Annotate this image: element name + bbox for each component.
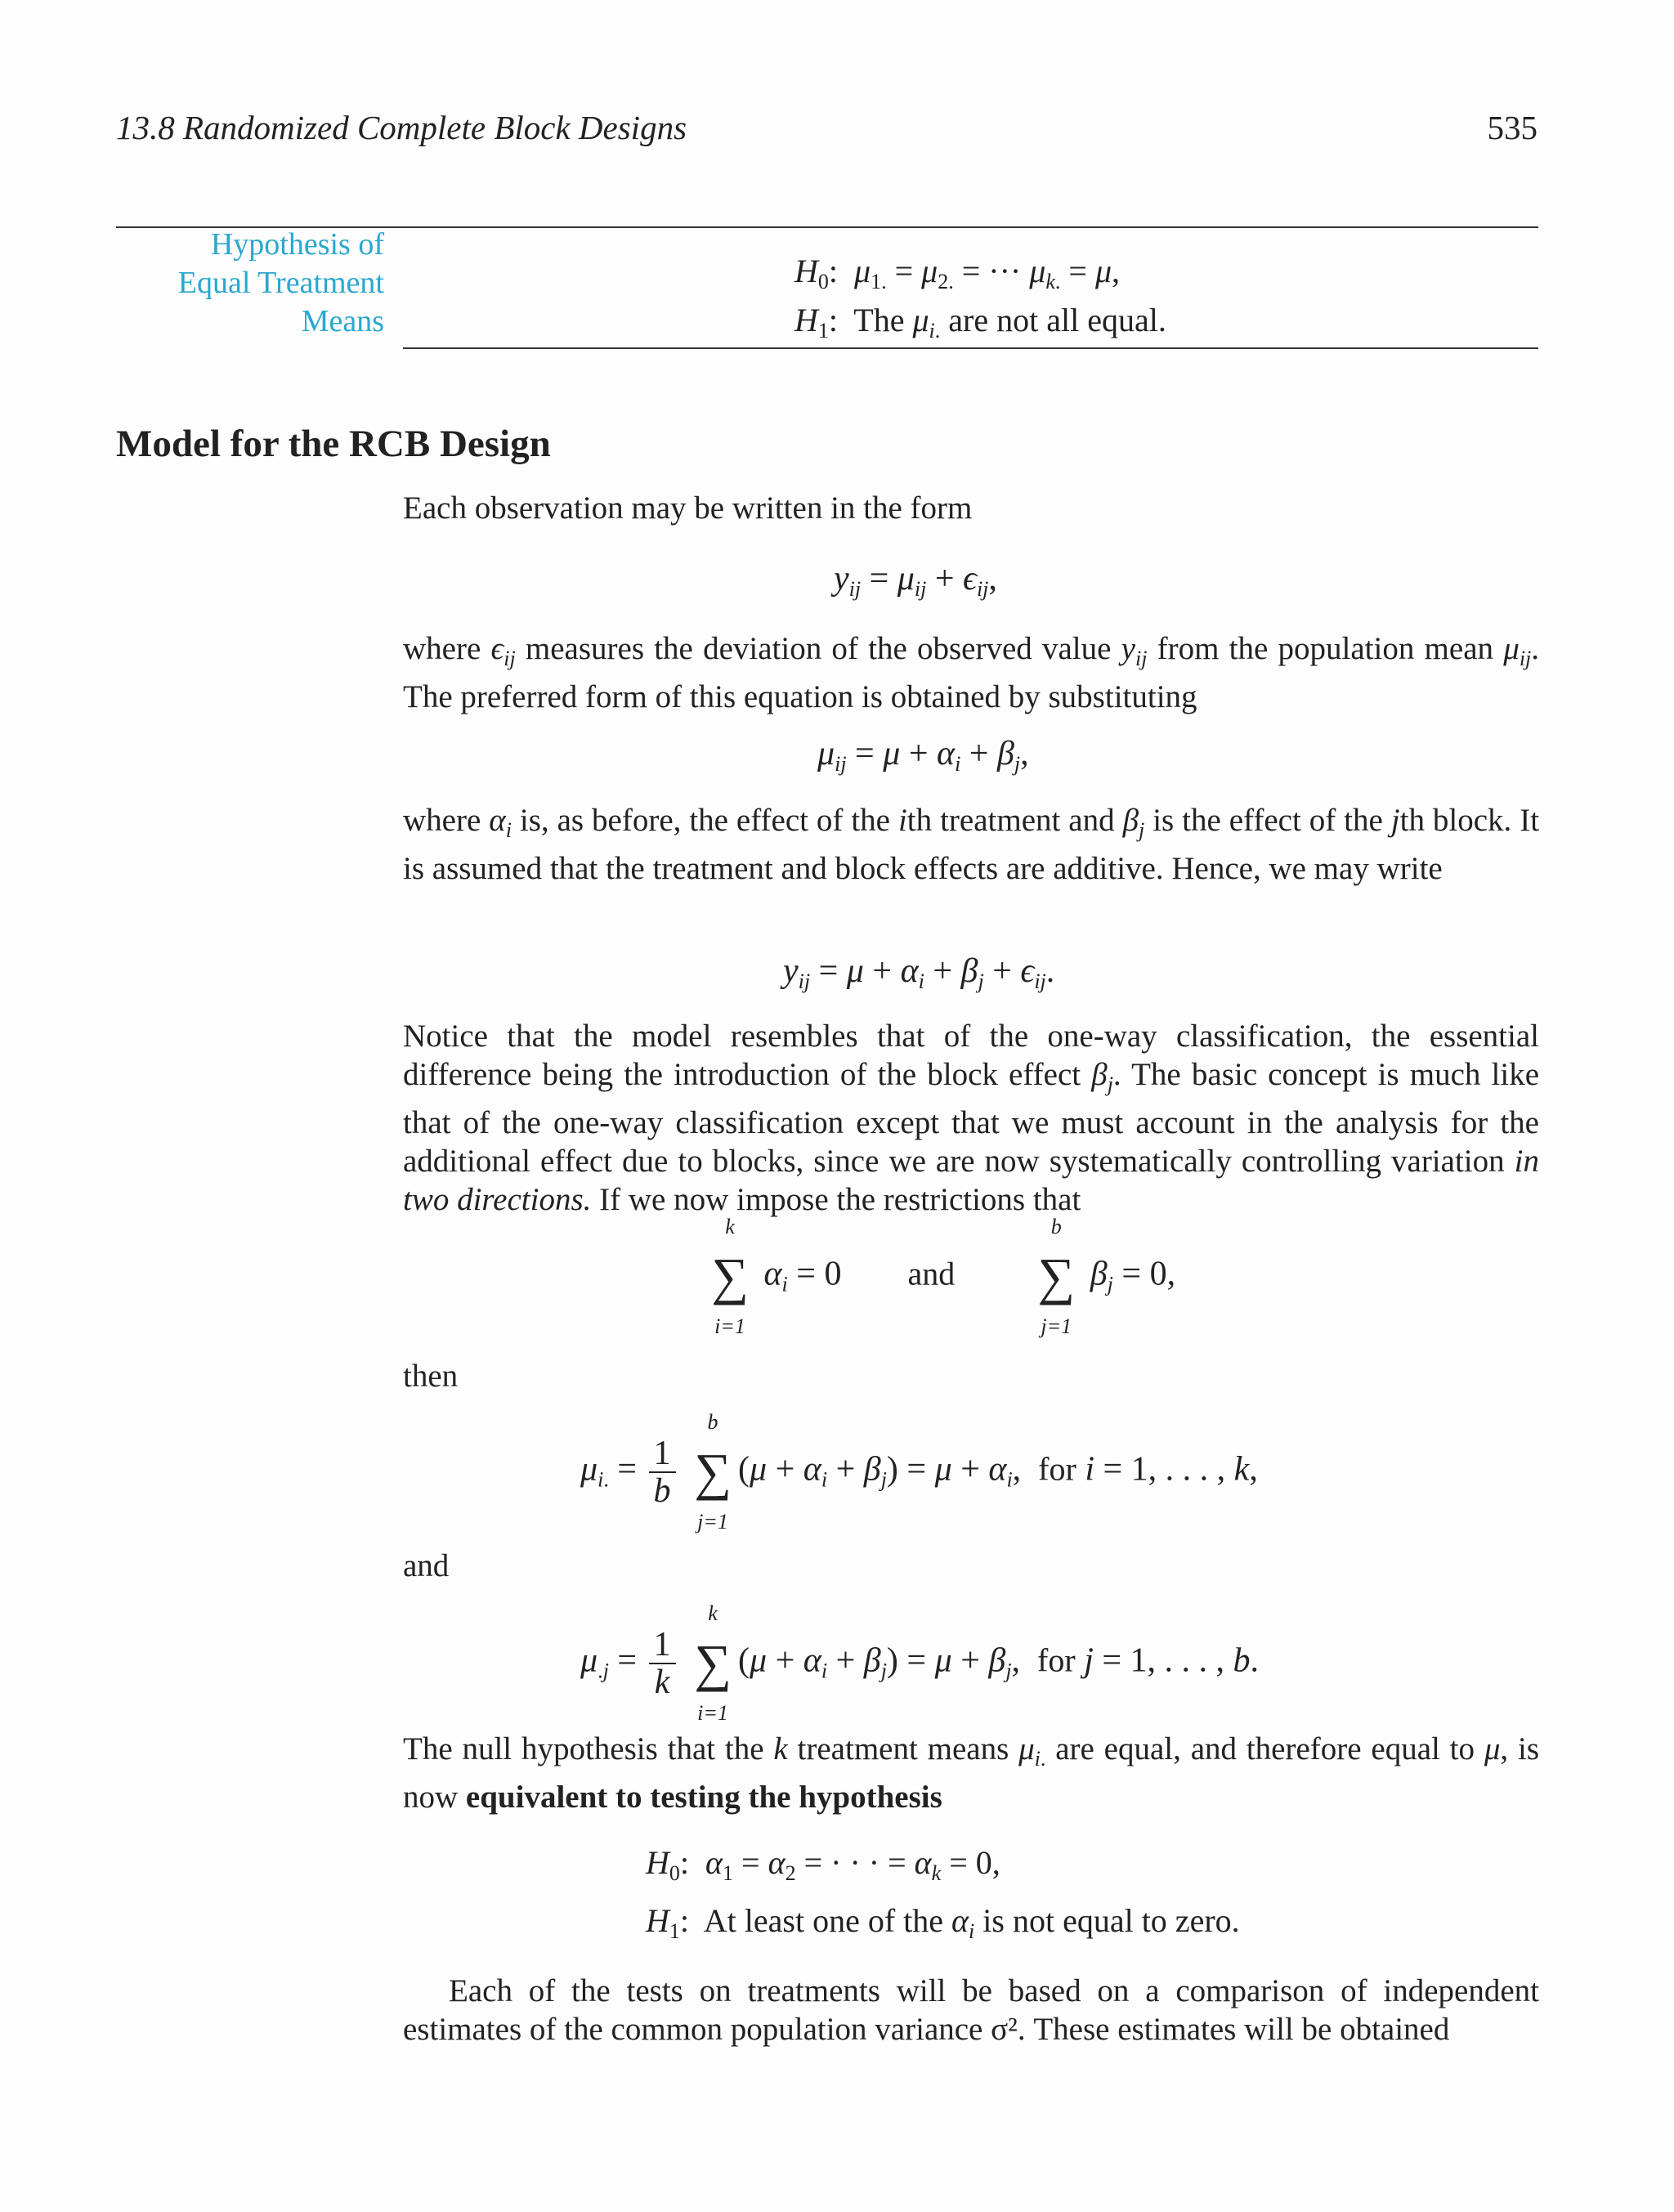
- margin-note-line: Equal Treatment: [177, 266, 384, 300]
- equation-model: $y_{ij} = \mu_{ij} + \epsilon_{ij}$,: [834, 560, 997, 601]
- null-hypothesis-alpha: $H_0$: $\alpha_1 = \alpha_2$ = · · · = $\alpha_k = 0$,: [646, 1844, 1000, 1885]
- equation-mean: $\mu_{ij} = \mu + \alpha_i + \beta_j$,: [817, 735, 1029, 776]
- section-title: Model for the RCB Design: [116, 423, 551, 465]
- equation-column-mean: $\mu_{.j}$ = $\frac{1}{k}$ k ∑ i=1 $(\mu + \alpha_i + \beta_j) = \mu + \beta_j$, for j = 1, . . . , b.: [580, 1601, 1260, 1725]
- alternative-hypothesis-alpha: $H_1$: At least one of the $\alpha_i$ is not equal to zero.: [646, 1902, 1240, 1943]
- page-number: 535: [1487, 109, 1537, 146]
- paragraph: Notice that the model resembles that of the one-way classification, the essential difference being the introduction of the block effect $\beta_j$. The basic concept is much like that of the one-way classification except that we must account in the analysis for the additional effect due to blocks, since we are now systematically controlling variation in two directions. If we now impose the restrictions that: [403, 1019, 1540, 1217]
- equation-restrictions: k ∑ i=1 $\alpha_i = 0$ and b ∑ j=1 $\beta_j = 0$,: [711, 1215, 1176, 1338]
- paragraph: then: [403, 1359, 459, 1394]
- hypothesis-alpha: [646, 1839, 1240, 1955]
- margin-note-line: Hypothesis of: [210, 227, 384, 262]
- alternative-hypothesis: $H_1$: The $\mu_{i.}$ are not all equal.: [794, 302, 1166, 343]
- equation-additive-model: $y_{ij} = \mu + \alpha_i + \beta_j + \epsilon_{ij}$.: [783, 952, 1055, 993]
- paragraph: where $\alpha_i$ is, as before, the effect of the ith treatment and $\beta_j$ is the effect of the jth block. It is assumed that the treatment and block effects are additive. Hence, we may write: [403, 803, 1540, 886]
- paragraph: and: [403, 1548, 450, 1583]
- box-bottom-rule: [403, 347, 1538, 349]
- paragraph: The null hypothesis that the k treatment means $\mu_{i.}$ are equal, and therefore equal to μ, is now equivalent to testing the hypothesis: [403, 1731, 1540, 1815]
- running-title: 13.8 Randomized Complete Block Designs: [116, 109, 687, 146]
- paragraph: where $\epsilon_{ij}$ measures the deviation of the observed value $y_{ij}$ from the population mean $\mu_{ij}$. The preferred form of this equation is obtained by substituting: [403, 631, 1540, 714]
- paragraph: Each observation may be written in the form: [403, 490, 973, 526]
- hypothesis-box: [794, 252, 1166, 350]
- equation-row-mean: $\mu_{i.}$ = $\frac{1}{b}$ b ∑ j=1 $(\mu + \alpha_i + \beta_j) = \mu + \alpha_i$, for i = 1, . . . , k,: [580, 1410, 1258, 1534]
- paragraph: Each of the tests on treatments will be based on a comparison of independent estimates of the common population variance σ². These estimates will be obtained: [403, 1973, 1539, 2047]
- null-hypothesis: $H_0$: $\mu_{1.} = \mu_{2.}$ = ··· $\mu_{k.} = \mu$,: [794, 253, 1121, 293]
- margin-note: [90, 226, 384, 341]
- margin-note-line: Means: [301, 304, 384, 338]
